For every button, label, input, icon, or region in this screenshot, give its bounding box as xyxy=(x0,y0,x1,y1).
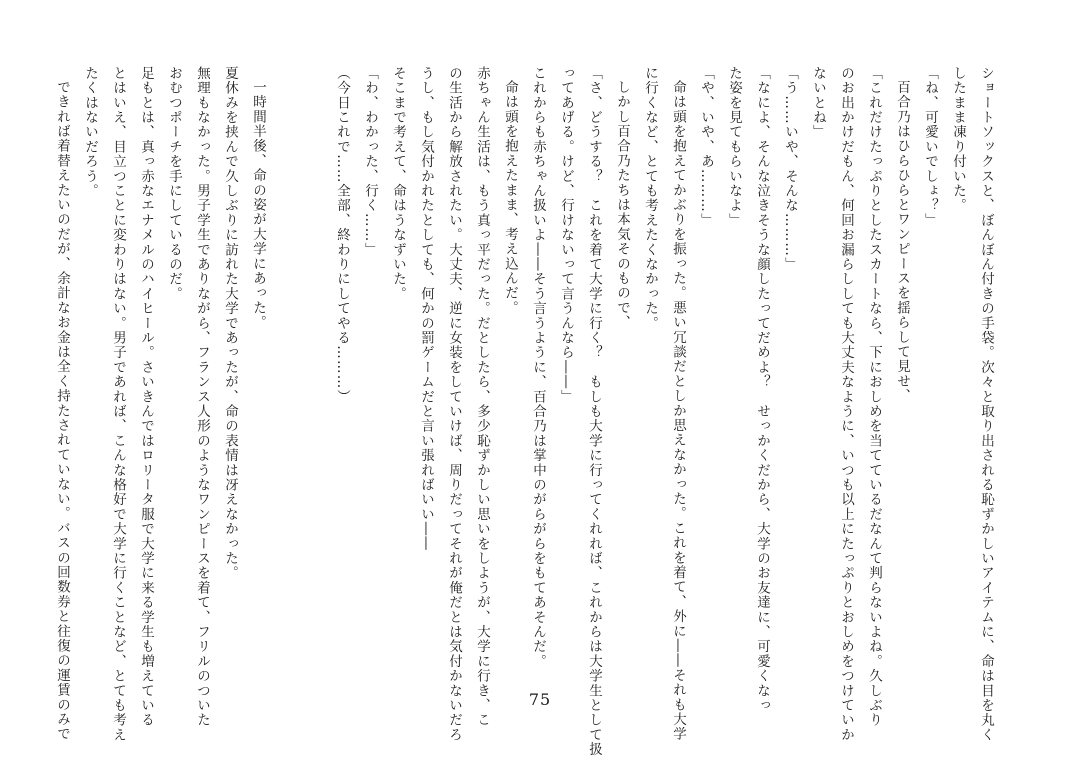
text-line: したまま凍り付いた。 xyxy=(950,66,966,213)
text-line: 「なによ、そんな泣きそうな顔したってだめよ？ せっかくだから、大学のお友達に、可愛くなっ xyxy=(754,66,770,713)
text-line: たくはないだろう。 xyxy=(82,66,98,199)
text-line: これからも赤ちゃん扱いよ――そう言うように、百合乃は掌中のがらがらをもてあそんだ。 xyxy=(530,66,546,669)
text-line: 「さ、どうする？ これを着て大学に行く？ もしも大学に行ってくれれば、これからは大学生として扱 xyxy=(586,66,602,757)
text-line: ないとね」 xyxy=(810,66,826,140)
text-line: 足もとは、真っ赤なエナメルのハイヒール。さいきんではロリータ服で大学に来る学生も増えている xyxy=(138,66,154,728)
page-number: 75 xyxy=(528,690,552,709)
text-line: 一時間半後、命の姿が大学にあった。 xyxy=(250,79,266,330)
text-line: のお出かけだもん、何回お漏らししても大丈夫なように、いつも以上にたっぷりとおしめをつけていか xyxy=(838,66,854,743)
text-line: た姿を見てもらいなよ」 xyxy=(726,66,742,228)
blank-line xyxy=(300,66,328,686)
text-line: の生活から解放されたい。大丈夫、逆に女装をしていけば、周りだってそれが俺だとは気付かないだろ xyxy=(446,66,462,743)
blank-line xyxy=(272,66,300,686)
text-line: ショートソックスと、ぼんぼん付きの手袋。次々と取り出される恥ずかしいアイテムに、命は目を丸く xyxy=(978,66,994,743)
text-line: ってあげる。けど、行けないって言うんなら――」 xyxy=(558,66,574,405)
text-line: 百合乃はひらひらとワンピースを揺らして見せ、 xyxy=(894,79,910,403)
text-line: 「う……いや、そんな………」 xyxy=(782,66,798,272)
text-line: そこまで考えて、命はうなずいた。 xyxy=(390,66,406,302)
text-line: 命は頭を抱えてかぶりを振った。悪い冗談だとしか思えなかった。これを着て、外に――それも大学 xyxy=(670,79,686,741)
text-line: とはいえ、目立つことに変わりはない。男子であれば、こんな格好で大学に行くことなど、とても考え xyxy=(110,66,126,743)
text-line: おむつポーチを手にしているのだ。 xyxy=(166,66,182,302)
text-line: に行くなど、とても考えたくなかった。 xyxy=(642,66,658,331)
text-line: （今日これで……全部、終わりにしてやる………） xyxy=(334,66,350,405)
text-line: 無理もなかった。男子学生でありながら、フランス人形のようなワンピースを着て、フリルのついた xyxy=(194,66,210,728)
text-line: 命は頭を抱えたまま、考え込んだ。 xyxy=(502,79,518,315)
text-line: できれば着替えたいのだが、余計なお金は全く持たされていない。バスの回数券と往復の運賃のみで xyxy=(54,79,70,741)
text-line: 「わ、わかった、行く……」 xyxy=(362,66,378,258)
text-line: 「や、いや、あ………」 xyxy=(698,66,714,228)
text-line: うし、もし気付かれたとしても、何かの罰ゲームだと言い張ればいい―― xyxy=(418,66,434,552)
text-line: 赤ちゃん生活は、もう真っ平だった。だとしたら、多少恥ずかしい思いをしようが、大学に行き、こ xyxy=(474,66,490,728)
text-line: しかし百合乃たちは本気そのもので、 xyxy=(614,79,630,330)
text-line: 「これだけたっぷりとしたスカートなら、下におしめを当てているだなんて判らないよね。久しぶり xyxy=(866,66,882,728)
text-line: 夏休みを挟んで久しぶりに訪れた大学であったが、命の表情は冴えなかった。 xyxy=(222,66,238,581)
text-line: 「ね、可愛いでしょ？」 xyxy=(922,66,938,228)
